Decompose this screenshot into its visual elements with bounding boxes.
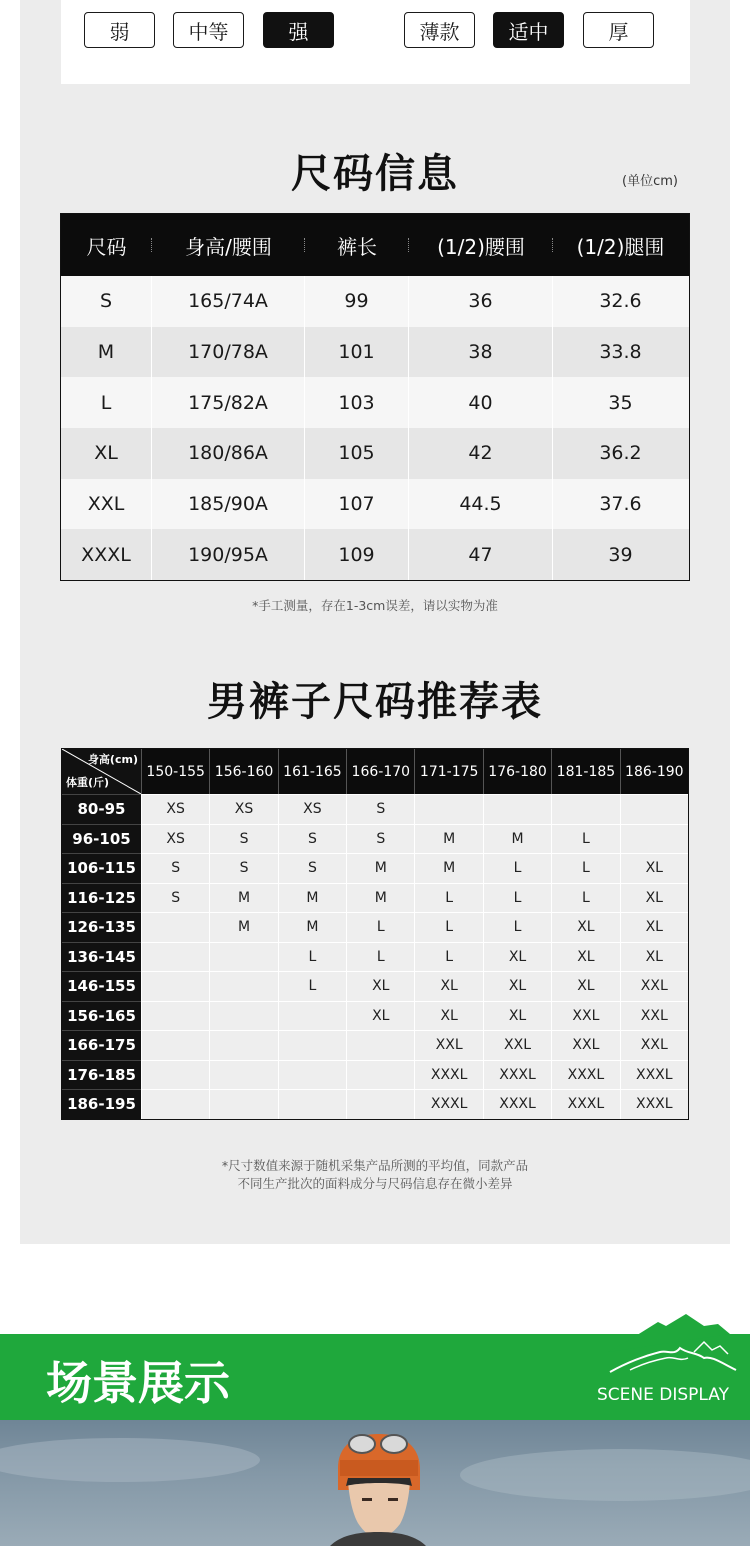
- recommend-cell: [209, 1089, 277, 1119]
- cell-height-waist: 185/90A: [152, 479, 305, 530]
- weight-label: 166-175: [62, 1030, 141, 1060]
- recommend-cell: L: [278, 942, 346, 972]
- recommend-cell: [346, 1030, 414, 1060]
- recommend-cell: XXL: [551, 1001, 619, 1031]
- cell-length: 99: [305, 276, 409, 327]
- cell-length: 109: [305, 529, 409, 580]
- stretch-strong-option[interactable]: 强: [263, 12, 334, 48]
- recommend-row: [62, 883, 688, 913]
- recommend-cell: XL: [346, 1001, 414, 1031]
- recommend-cell: S: [278, 824, 346, 854]
- recommend-cell: [414, 794, 482, 824]
- recommend-cell: XL: [414, 971, 482, 1001]
- recommend-cell: [141, 1030, 209, 1060]
- weight-label: 136-145: [62, 942, 141, 972]
- recommend-cell: M: [209, 883, 277, 913]
- recommend-cell: XL: [620, 853, 688, 883]
- recommend-cell: L: [414, 942, 482, 972]
- mountain-icon: [608, 1312, 738, 1376]
- recommend-cell: L: [414, 883, 482, 913]
- recommend-cell: XXL: [620, 1001, 688, 1031]
- recommend-cell: [209, 1001, 277, 1031]
- recommend-cell: S: [209, 824, 277, 854]
- cell-half-thigh: 37.6: [599, 493, 642, 516]
- recommend-row: [62, 971, 688, 1001]
- recommend-cell: [278, 1089, 346, 1119]
- recommend-cell: [278, 1001, 346, 1031]
- recommend-cell: L: [483, 853, 551, 883]
- recommend-cell: S: [209, 853, 277, 883]
- recommend-cell: XXXL: [483, 1060, 551, 1090]
- recommend-cell: XL: [551, 971, 619, 1001]
- recommend-cell: [278, 1060, 346, 1090]
- cell-height-waist: 180/86A: [152, 428, 305, 479]
- header-half-thigh: (1/2)腿围: [576, 234, 665, 259]
- scene-photo: [0, 1420, 750, 1546]
- size-table-row: [61, 529, 689, 580]
- height-header: 166-170: [346, 749, 414, 794]
- size-info-title: 尺码信息: [291, 151, 459, 197]
- recommend-cell: XXL: [620, 1030, 688, 1060]
- recommend-cell: XL: [551, 912, 619, 942]
- thickness-medium-option[interactable]: 适中: [493, 12, 564, 48]
- recommend-cell: XL: [551, 942, 619, 972]
- weight-label: 106-115: [62, 853, 141, 883]
- header-length: 裤长: [305, 214, 409, 276]
- recommend-cell: [209, 971, 277, 1001]
- weight-label: 116-125: [62, 883, 141, 913]
- recommend-cell: L: [551, 824, 619, 854]
- weight-label: 80-95: [62, 794, 141, 824]
- recommend-cell: L: [346, 942, 414, 972]
- recommend-cell: XXL: [551, 1030, 619, 1060]
- stretch-weak-option[interactable]: 弱: [84, 12, 155, 48]
- size-info-table: [60, 213, 690, 581]
- recommend-cell: [551, 794, 619, 824]
- size-table-row: [61, 479, 689, 530]
- cell-length: 103: [305, 377, 409, 428]
- recommend-cell: XS: [141, 794, 209, 824]
- recommend-row: [62, 1089, 688, 1119]
- recommend-cell: S: [346, 794, 414, 824]
- height-header: 186-190: [620, 749, 688, 794]
- corner-height-label: 身高(cm): [87, 753, 138, 766]
- recommend-cell: [141, 971, 209, 1001]
- cell-size: XXXL: [61, 529, 152, 580]
- recommend-cell: S: [346, 824, 414, 854]
- recommend-cell: XXXL: [483, 1089, 551, 1119]
- recommend-cell: M: [414, 853, 482, 883]
- recommend-cell: M: [278, 883, 346, 913]
- recommend-cell: XL: [414, 1001, 482, 1031]
- weight-label: 156-165: [62, 1001, 141, 1031]
- measure-note: *手工测量，存在1-3cm误差，请以实物为准: [252, 598, 498, 613]
- weight-label: 96-105: [62, 824, 141, 854]
- recommend-cell: XL: [620, 942, 688, 972]
- recommend-cell: [209, 1060, 277, 1090]
- recommend-cell: XS: [209, 794, 277, 824]
- cell-half-waist: 42: [409, 428, 553, 479]
- cell-size: XXL: [61, 479, 152, 530]
- cell-half-thigh: 39: [608, 543, 633, 566]
- size-table-header: [61, 214, 689, 276]
- cell-height-waist: 165/74A: [152, 276, 305, 327]
- height-header: 161-165: [278, 749, 346, 794]
- weight-label: 186-195: [62, 1089, 141, 1119]
- recommend-row: [62, 824, 688, 854]
- recommend-cell: L: [551, 883, 619, 913]
- recommend-row: [62, 942, 688, 972]
- stretch-medium-option[interactable]: 中等: [173, 12, 244, 48]
- recommend-cell: L: [278, 971, 346, 1001]
- recommend-cell: XL: [483, 1001, 551, 1031]
- recommend-cell: L: [483, 883, 551, 913]
- recommend-cell: S: [278, 853, 346, 883]
- size-table-row: [61, 428, 689, 479]
- recommend-cell: [141, 1089, 209, 1119]
- cell-half-waist: 47: [409, 529, 553, 580]
- recommend-cell: S: [141, 883, 209, 913]
- recommend-cell: XL: [483, 971, 551, 1001]
- cell-half-waist: 36: [409, 276, 553, 327]
- recommend-table: [61, 748, 689, 1120]
- recommend-cell: L: [346, 912, 414, 942]
- cell-half-waist: 44.5: [409, 479, 553, 530]
- recommend-cell: [620, 794, 688, 824]
- cell-length: 105: [305, 428, 409, 479]
- recommend-cell: [620, 824, 688, 854]
- recommend-cell: [141, 942, 209, 972]
- recommend-cell: [346, 1089, 414, 1119]
- recommend-cell: XXXL: [414, 1060, 482, 1090]
- recommend-cell: XL: [346, 971, 414, 1001]
- recommend-cell: XXL: [483, 1030, 551, 1060]
- weight-label: 126-135: [62, 912, 141, 942]
- corner-weight-label: 体重(斤): [66, 776, 110, 789]
- recommend-cell: XS: [141, 824, 209, 854]
- recommend-cell: M: [346, 883, 414, 913]
- recommend-cell: XS: [278, 794, 346, 824]
- cell-size: L: [61, 377, 152, 428]
- recommend-row: [62, 1001, 688, 1031]
- recommend-cell: XXL: [414, 1030, 482, 1060]
- recommend-row: [62, 1030, 688, 1060]
- table-corner: [62, 749, 141, 794]
- thickness-thin-option[interactable]: 薄款: [404, 12, 475, 48]
- recommend-cell: [346, 1060, 414, 1090]
- thickness-thick-option[interactable]: 厚: [583, 12, 654, 48]
- recommend-cell: XL: [620, 912, 688, 942]
- header-height-waist: 身高/腰围: [152, 214, 305, 276]
- recommend-header-row: [62, 749, 688, 794]
- recommend-note-1: *尺寸数值来源于随机采集产品所测的平均值，同款产品: [221, 1158, 529, 1173]
- recommend-row: [62, 794, 688, 824]
- recommend-cell: M: [278, 912, 346, 942]
- recommend-cell: XL: [620, 883, 688, 913]
- cell-half-thigh: 36.2: [599, 442, 642, 465]
- recommend-row: [62, 1060, 688, 1090]
- height-header: 150-155: [141, 749, 209, 794]
- height-header: 171-175: [414, 749, 482, 794]
- scene-subtitle: SCENE DISPLAY: [597, 1385, 729, 1405]
- recommend-cell: XXXL: [414, 1089, 482, 1119]
- cell-length: 101: [305, 327, 409, 378]
- header-half-waist: (1/2)腰围: [409, 214, 553, 276]
- recommend-row: [62, 912, 688, 942]
- recommend-cell: L: [414, 912, 482, 942]
- recommend-cell: L: [483, 912, 551, 942]
- cell-size: S: [61, 276, 152, 327]
- size-table-row: [61, 327, 689, 378]
- model-photo: [0, 1420, 750, 1546]
- recommend-cell: XL: [483, 942, 551, 972]
- height-header: 181-185: [551, 749, 619, 794]
- cell-half-thigh: 32.6: [599, 290, 642, 313]
- recommend-title: 男裤子尺码推荐表: [207, 679, 543, 725]
- recommend-cell: XXXL: [551, 1060, 619, 1090]
- cell-height-waist: 170/78A: [152, 327, 305, 378]
- recommend-cell: M: [414, 824, 482, 854]
- recommend-cell: [483, 794, 551, 824]
- recommend-note-2: 不同生产批次的面料成分与尺码信息存在微小差异: [237, 1176, 513, 1191]
- cell-size: XL: [61, 428, 152, 479]
- cell-half-waist: 38: [409, 327, 553, 378]
- recommend-cell: [278, 1030, 346, 1060]
- unit-label: (单位cm): [622, 174, 678, 189]
- cell-half-thigh: 33.8: [599, 341, 642, 364]
- recommend-row: [62, 853, 688, 883]
- recommend-cell: [141, 1001, 209, 1031]
- scene-title: 场景展示: [46, 1356, 230, 1410]
- recommend-cell: XXXL: [620, 1089, 688, 1119]
- height-header: 156-160: [209, 749, 277, 794]
- recommend-cell: XXXL: [551, 1089, 619, 1119]
- recommend-cell: M: [483, 824, 551, 854]
- recommend-cell: [141, 912, 209, 942]
- recommend-cell: M: [346, 853, 414, 883]
- size-table-row: [61, 276, 689, 327]
- weight-label: 146-155: [62, 971, 141, 1001]
- recommend-cell: [209, 942, 277, 972]
- recommend-cell: [209, 1030, 277, 1060]
- cell-half-thigh: 35: [608, 391, 633, 414]
- recommend-cell: L: [551, 853, 619, 883]
- header-size: 尺码: [61, 214, 152, 276]
- cell-height-waist: 175/82A: [152, 377, 305, 428]
- weight-label: 176-185: [62, 1060, 141, 1090]
- cell-length: 107: [305, 479, 409, 530]
- cell-half-waist: 40: [409, 377, 553, 428]
- recommend-cell: XXXL: [620, 1060, 688, 1090]
- recommend-cell: [141, 1060, 209, 1090]
- cell-height-waist: 190/95A: [152, 529, 305, 580]
- size-table-row: [61, 377, 689, 428]
- recommend-cell: M: [209, 912, 277, 942]
- height-header: 176-180: [483, 749, 551, 794]
- recommend-cell: XXL: [620, 971, 688, 1001]
- cell-size: M: [61, 327, 152, 378]
- recommend-cell: S: [141, 853, 209, 883]
